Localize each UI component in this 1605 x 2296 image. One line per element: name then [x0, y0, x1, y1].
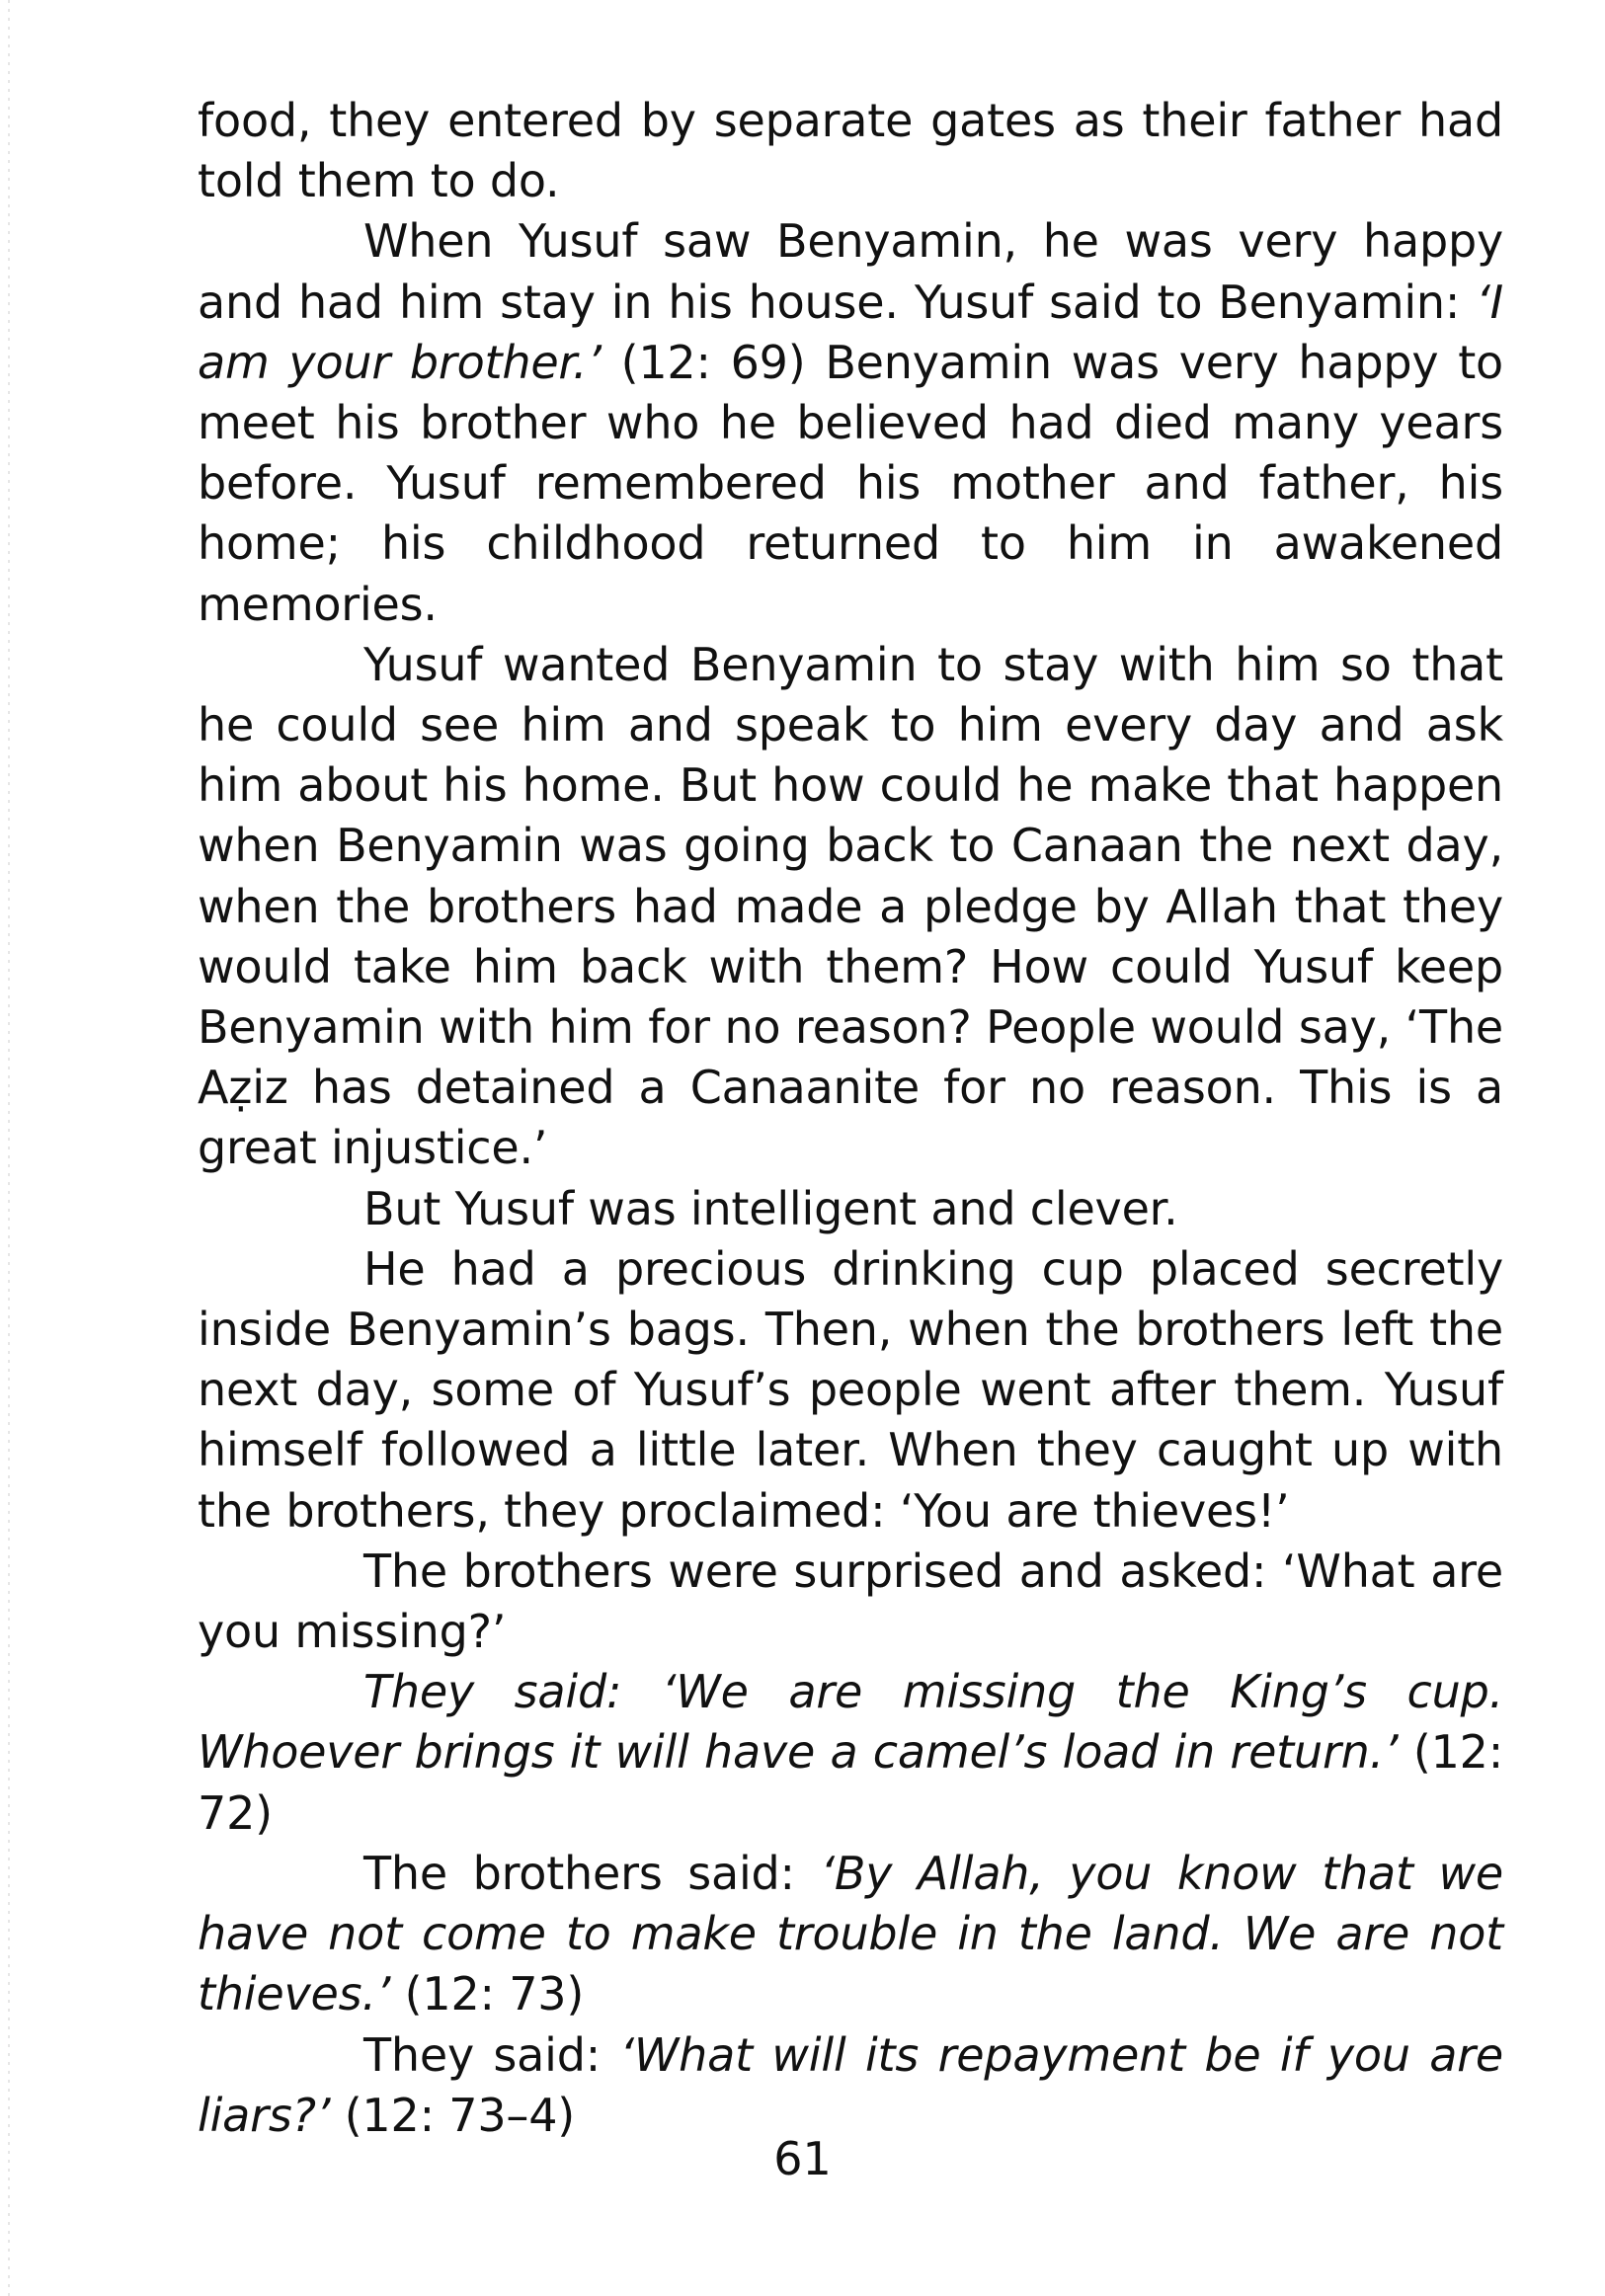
- italic-quote-text: ‘What will its repayment be if you are liars?’: [198, 2027, 1503, 2142]
- text-segment: (12: 73): [390, 1967, 585, 2021]
- paragraph: [198, 1239, 1503, 1542]
- text-segment: (12: 69) Benyamin was very happy to meet his brother who he believed had died many years before. Yusuf remembered his mother and father, his home; his childhood returned to him in awakened memories.: [198, 335, 1503, 631]
- body-text: [198, 91, 1503, 2146]
- text-segment: They said:: [363, 2027, 620, 2082]
- page-binding-edge: [8, 0, 10, 2296]
- paragraph: [198, 1179, 1503, 1239]
- italic-quote-text: They said: ‘We are missing the King’s cup. Whoever brings it will have a camel’s load in return.’: [198, 1665, 1503, 1780]
- text-segment: (12: 73–4): [330, 2088, 576, 2142]
- italic-quote-text: ‘I am your brother.’: [198, 275, 1503, 389]
- paragraph: [198, 211, 1503, 634]
- text-segment: food, they entered by separate gates as their father had told them to do.: [198, 94, 1503, 208]
- paragraph: [198, 635, 1503, 1179]
- text-segment: He had a precious drinking cup placed secretly inside Benyamin’s bags. Then, when the brothers left the next day, some of Yusuf’s people went after them. Yusuf himself followed a little later. When they caught up with the brothers, they proclaimed: ‘You are thieves!’: [198, 1241, 1503, 1538]
- text-segment: When Yusuf saw Benyamin, he was very happy and had him stay in his house. Yusuf said to Benyamin:: [198, 214, 1503, 329]
- paragraph: [198, 1662, 1503, 1844]
- text-segment: The brothers were surprised and asked: ‘What are you missing?’: [198, 1544, 1503, 1659]
- paragraph: [198, 1844, 1503, 2025]
- text-segment: But Yusuf was intelligent and clever.: [363, 1181, 1178, 1235]
- text-segment: (12: 72): [198, 1725, 1503, 1840]
- paragraph: [198, 1542, 1503, 1662]
- italic-quote-text: ‘By Allah, you know that we have not come to make trouble in the land. We are not thieves.’: [198, 1846, 1503, 2021]
- page-number: 61: [773, 2132, 832, 2185]
- paragraph: [198, 91, 1503, 211]
- paragraph: [198, 2025, 1503, 2146]
- text-segment: The brothers said:: [363, 1846, 821, 1900]
- text-segment: Yusuf wanted Benyamin to stay with him so that he could see him and speak to him every day and ask him about his home. But how could he make that happen when Benyamin was going back to Canaan the next day, when the brothers had made a pledge by Allah that they would take him back with them? How could Yusuf keep Benyamin with him for no reason? People would say, ‘The Aẓiz has detained a Canaanite for no reason. This is a great injustice.’: [198, 637, 1503, 1175]
